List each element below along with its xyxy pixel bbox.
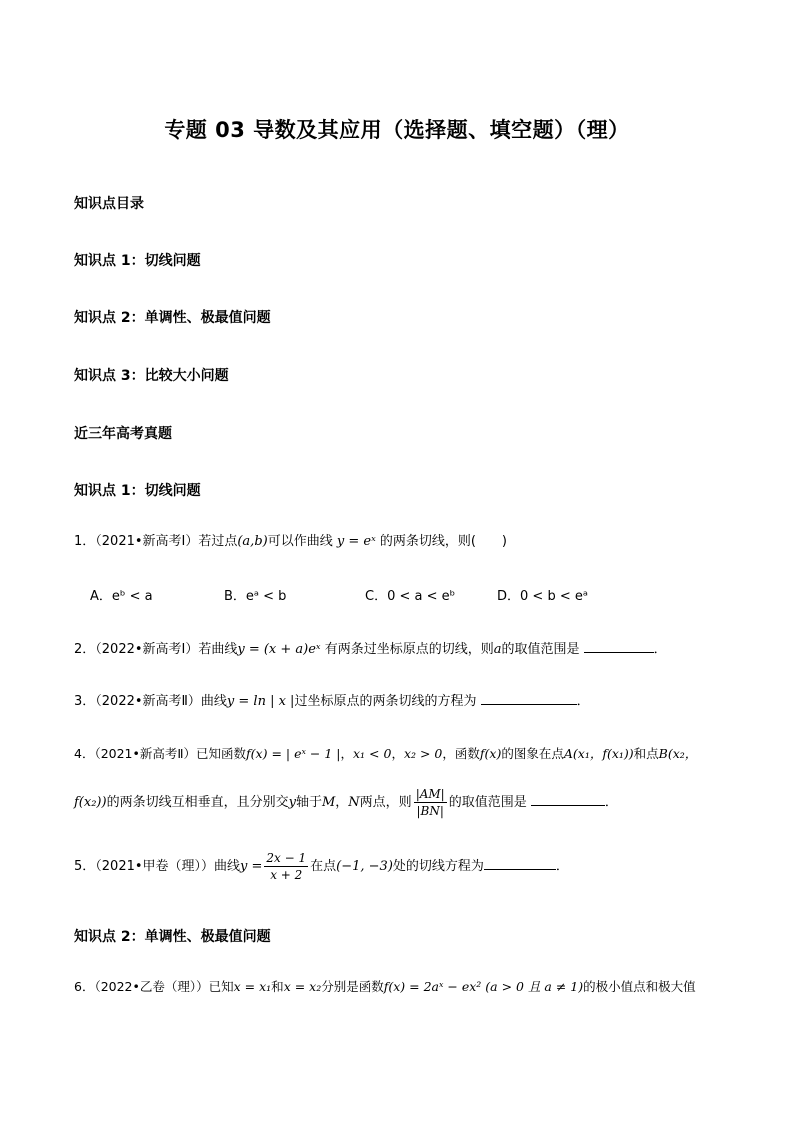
question-4-line-1 — [74, 744, 697, 762]
section-heading-k1: 知识点 1：切线问题 — [74, 483, 201, 499]
q4-line2-mid3: 两点，则 — [359, 795, 412, 810]
q1-mid: 可以作曲线 — [267, 534, 333, 549]
question-5 — [74, 850, 569, 883]
q3-suffix: 过坐标原点的两条切线的方程为 — [294, 694, 477, 709]
q6-func: f(x) = 2aˣ − ex² (a > 0 且 a ≠ 1) — [383, 979, 584, 994]
q4-n: N — [348, 795, 360, 810]
recent-exams-heading: 近三年高考真题 — [74, 426, 172, 442]
q6-x2: x = x₂ — [283, 979, 322, 994]
q4-suffix: 的取值范围是 — [448, 795, 527, 810]
q4-line2-start: f(x₂)) — [74, 795, 107, 810]
q2-suffix: 的取值范围是 — [501, 642, 580, 657]
q4-frac-denominator: |BN| — [416, 804, 444, 818]
q1-point: (a,b) — [237, 534, 268, 549]
q5-mid: 在点 — [310, 859, 337, 874]
q4-fraction — [414, 786, 447, 819]
q2-prefix: 2．（2022•新高考Ⅰ）若曲线 — [74, 642, 238, 657]
question-1 — [74, 530, 507, 549]
q4-line2-mid: 的两条切线互相垂直，且分别交 — [106, 795, 289, 810]
q1-prefix: 1．（2021•新高考Ⅰ）若过点 — [74, 534, 238, 549]
q1-option-a: A．eᵇ < a — [90, 589, 153, 604]
section-heading-k2: 知识点 2：单调性、极最值问题 — [74, 929, 271, 945]
q4-mid-3: 和点 — [633, 746, 659, 761]
q4-cond-2: x₂ > 0 — [403, 746, 443, 761]
q5-end: ． — [555, 859, 569, 874]
q4-comma-1: ， — [340, 746, 353, 761]
question-4-line-2 — [74, 786, 618, 819]
q1-option-d: D．0 < b < eᵃ — [497, 589, 588, 604]
q4-mid-2: 的图象在点 — [501, 746, 564, 761]
q2-curve: y = (x + a)eˣ — [237, 642, 321, 657]
q2-answer-blank — [584, 640, 654, 653]
q4-answer-blank — [531, 793, 605, 806]
q5-lhs: y = — [240, 859, 263, 874]
q5-prefix: 5．（2021•甲卷（理））曲线 — [74, 859, 241, 874]
q2-var: a — [493, 642, 502, 657]
q2-end: ． — [653, 642, 667, 657]
page-title: 专题 03 导数及其应用（选择题、填空题）（理） — [164, 118, 630, 142]
q4-point-b: B(x₂， — [658, 746, 698, 761]
q4-comma-3: ， — [335, 795, 349, 810]
q4-m: M — [321, 795, 336, 810]
q5-frac-numerator: 2x − 1 — [266, 851, 307, 865]
toc-item-3: 知识点 3：比较大小问题 — [74, 368, 229, 384]
q4-mid-1: ，函数 — [442, 746, 480, 761]
q4-comma-2: ， — [391, 746, 404, 761]
q4-frac-numerator: |AM| — [415, 787, 445, 801]
q4-yvar: y — [288, 795, 296, 810]
toc-heading: 知识点目录 — [74, 196, 144, 212]
q1-suffix: 的两条切线，则( ) — [379, 534, 507, 549]
q5-fraction — [264, 850, 308, 883]
q4-end: ． — [604, 795, 618, 810]
question-6 — [74, 977, 696, 995]
q4-fx: f(x) — [479, 746, 502, 761]
q6-suffix: 的极小值点和极大值 — [583, 979, 696, 994]
q1-curve: y = eˣ — [336, 534, 376, 549]
question-2 — [74, 638, 667, 657]
q2-mid: 有两条过坐标原点的切线，则 — [324, 642, 494, 657]
q4-cond-1: x₁ < 0 — [353, 746, 392, 761]
q4-prefix: 4．（2021•新高考Ⅱ）已知函数 — [74, 746, 247, 761]
q3-curve: y = ln | x | — [226, 694, 295, 709]
q5-point: (−1, −3) — [336, 859, 393, 874]
q6-and: 和 — [271, 979, 284, 994]
q6-mid: 分别是函数 — [321, 979, 384, 994]
toc-item-2: 知识点 2：单调性、极最值问题 — [74, 310, 271, 326]
q4-point-a: A(x₁，f(x₁)) — [563, 746, 634, 761]
q4-line2-mid2: 轴于 — [295, 795, 322, 810]
q3-end: ． — [576, 694, 590, 709]
q1-option-c: C．0 < a < eᵇ — [365, 589, 456, 604]
q6-prefix: 6．（2022•乙卷（理））已知 — [74, 979, 234, 994]
q3-answer-blank — [481, 692, 577, 705]
q5-frac-denominator: x + 2 — [270, 868, 303, 882]
q1-option-b: B．eᵃ < b — [224, 589, 287, 604]
q6-x1: x = x₁ — [233, 979, 272, 994]
question-3 — [74, 690, 590, 709]
q3-prefix: 3．（2022•新高考Ⅱ）曲线 — [74, 694, 227, 709]
toc-item-1: 知识点 1：切线问题 — [74, 253, 201, 269]
q5-suffix: 处的切线方程为 — [392, 859, 484, 874]
q5-answer-blank — [484, 857, 556, 870]
q4-func: f(x) = | eˣ − 1 | — [246, 746, 341, 761]
